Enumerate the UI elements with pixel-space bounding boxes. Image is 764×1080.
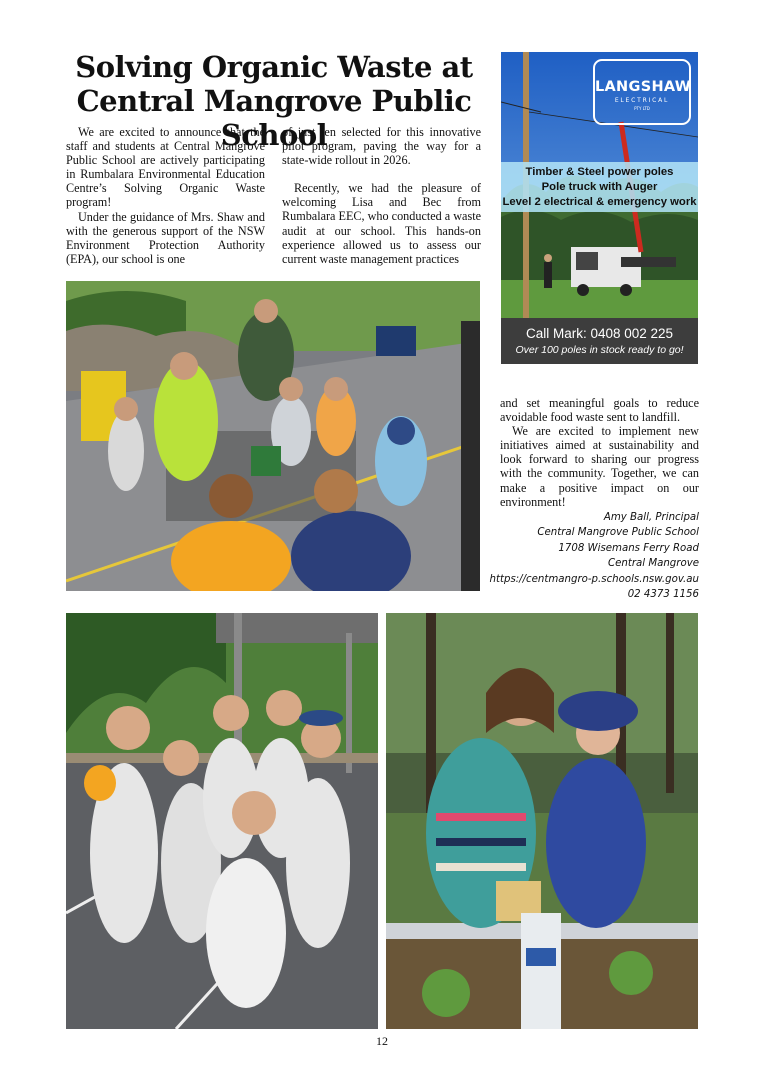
logo-pty: PTY LTD [634, 106, 650, 111]
page-number: 12 [376, 1034, 388, 1048]
signature-name: Amy Ball, Principal [603, 512, 699, 523]
advert-line-1: Timber & Steel power poles [525, 166, 674, 178]
advert-call: Call Mark: 0408 002 225 [525, 326, 674, 341]
signature-suburb: Central Mangrove [607, 558, 699, 570]
students-group-photo [66, 613, 378, 1029]
advert-footer [501, 318, 698, 364]
paragraph-5: and set meaningful goals to reduce avoidable food waste sent to landfill. [500, 396, 699, 425]
signature-phone: 02 4373 1156 [627, 589, 699, 601]
paragraph-4: Recently, we had the pleasure of welcoming Lisa and Bec from Rumbalara EEC, who conducted a waste audit at our school. This hands-on experience allowed us to assess our current waste management practices [282, 181, 481, 266]
langshaw-logo [593, 59, 691, 125]
advert-line-3: Level 2 electrical & emergency work [502, 196, 697, 208]
waste-audit-photo [66, 281, 480, 591]
title-line-2: Central Mangrove Public School [76, 84, 472, 152]
advert-stock: Over 100 poles in stock ready to go! [515, 344, 684, 356]
signature-block [470, 510, 699, 602]
signature-street: 1708 Wisemans Ferry Road [558, 542, 699, 554]
signature-website: https://centmangro-p.schools.nsw.gov.au [489, 573, 699, 585]
text-column-3 [500, 396, 699, 509]
logo-sub: ELECTRICAL [614, 97, 670, 104]
text-column-2 [282, 125, 481, 266]
advert-services [501, 162, 698, 212]
logo-brand: LANGSHAW [595, 79, 692, 95]
text-column-1 [66, 125, 265, 266]
paragraph-2: Under the guidance of Mrs. Shaw and with the generous support of the NSW Environment Protection Authority (EPA), our school is one [66, 209, 265, 266]
advert-line-2: Pole truck with Auger [541, 181, 658, 193]
signature-school: Central Mangrove Public School [537, 527, 699, 539]
garden-compost-photo [386, 613, 698, 1029]
paragraph-6: We are excited to implement new initiatives aimed at sustainability and look forward to sharing our progress with the community. Together, we can make a positive impact on our environment! [500, 424, 699, 509]
title-line-1: Solving Organic Waste at [75, 50, 473, 84]
paragraph-1: We are excited to announce that the staff and students at Central Mangrove Public School are actively participating in Rumbalara Environmental Education Centre’s Solving Organic Waste program! [66, 125, 265, 210]
paragraph-3: of just ten selected for this innovative pilot program, paving the way for a state-wide rollout in 2026. [282, 125, 481, 168]
langshaw-advert [501, 52, 698, 364]
